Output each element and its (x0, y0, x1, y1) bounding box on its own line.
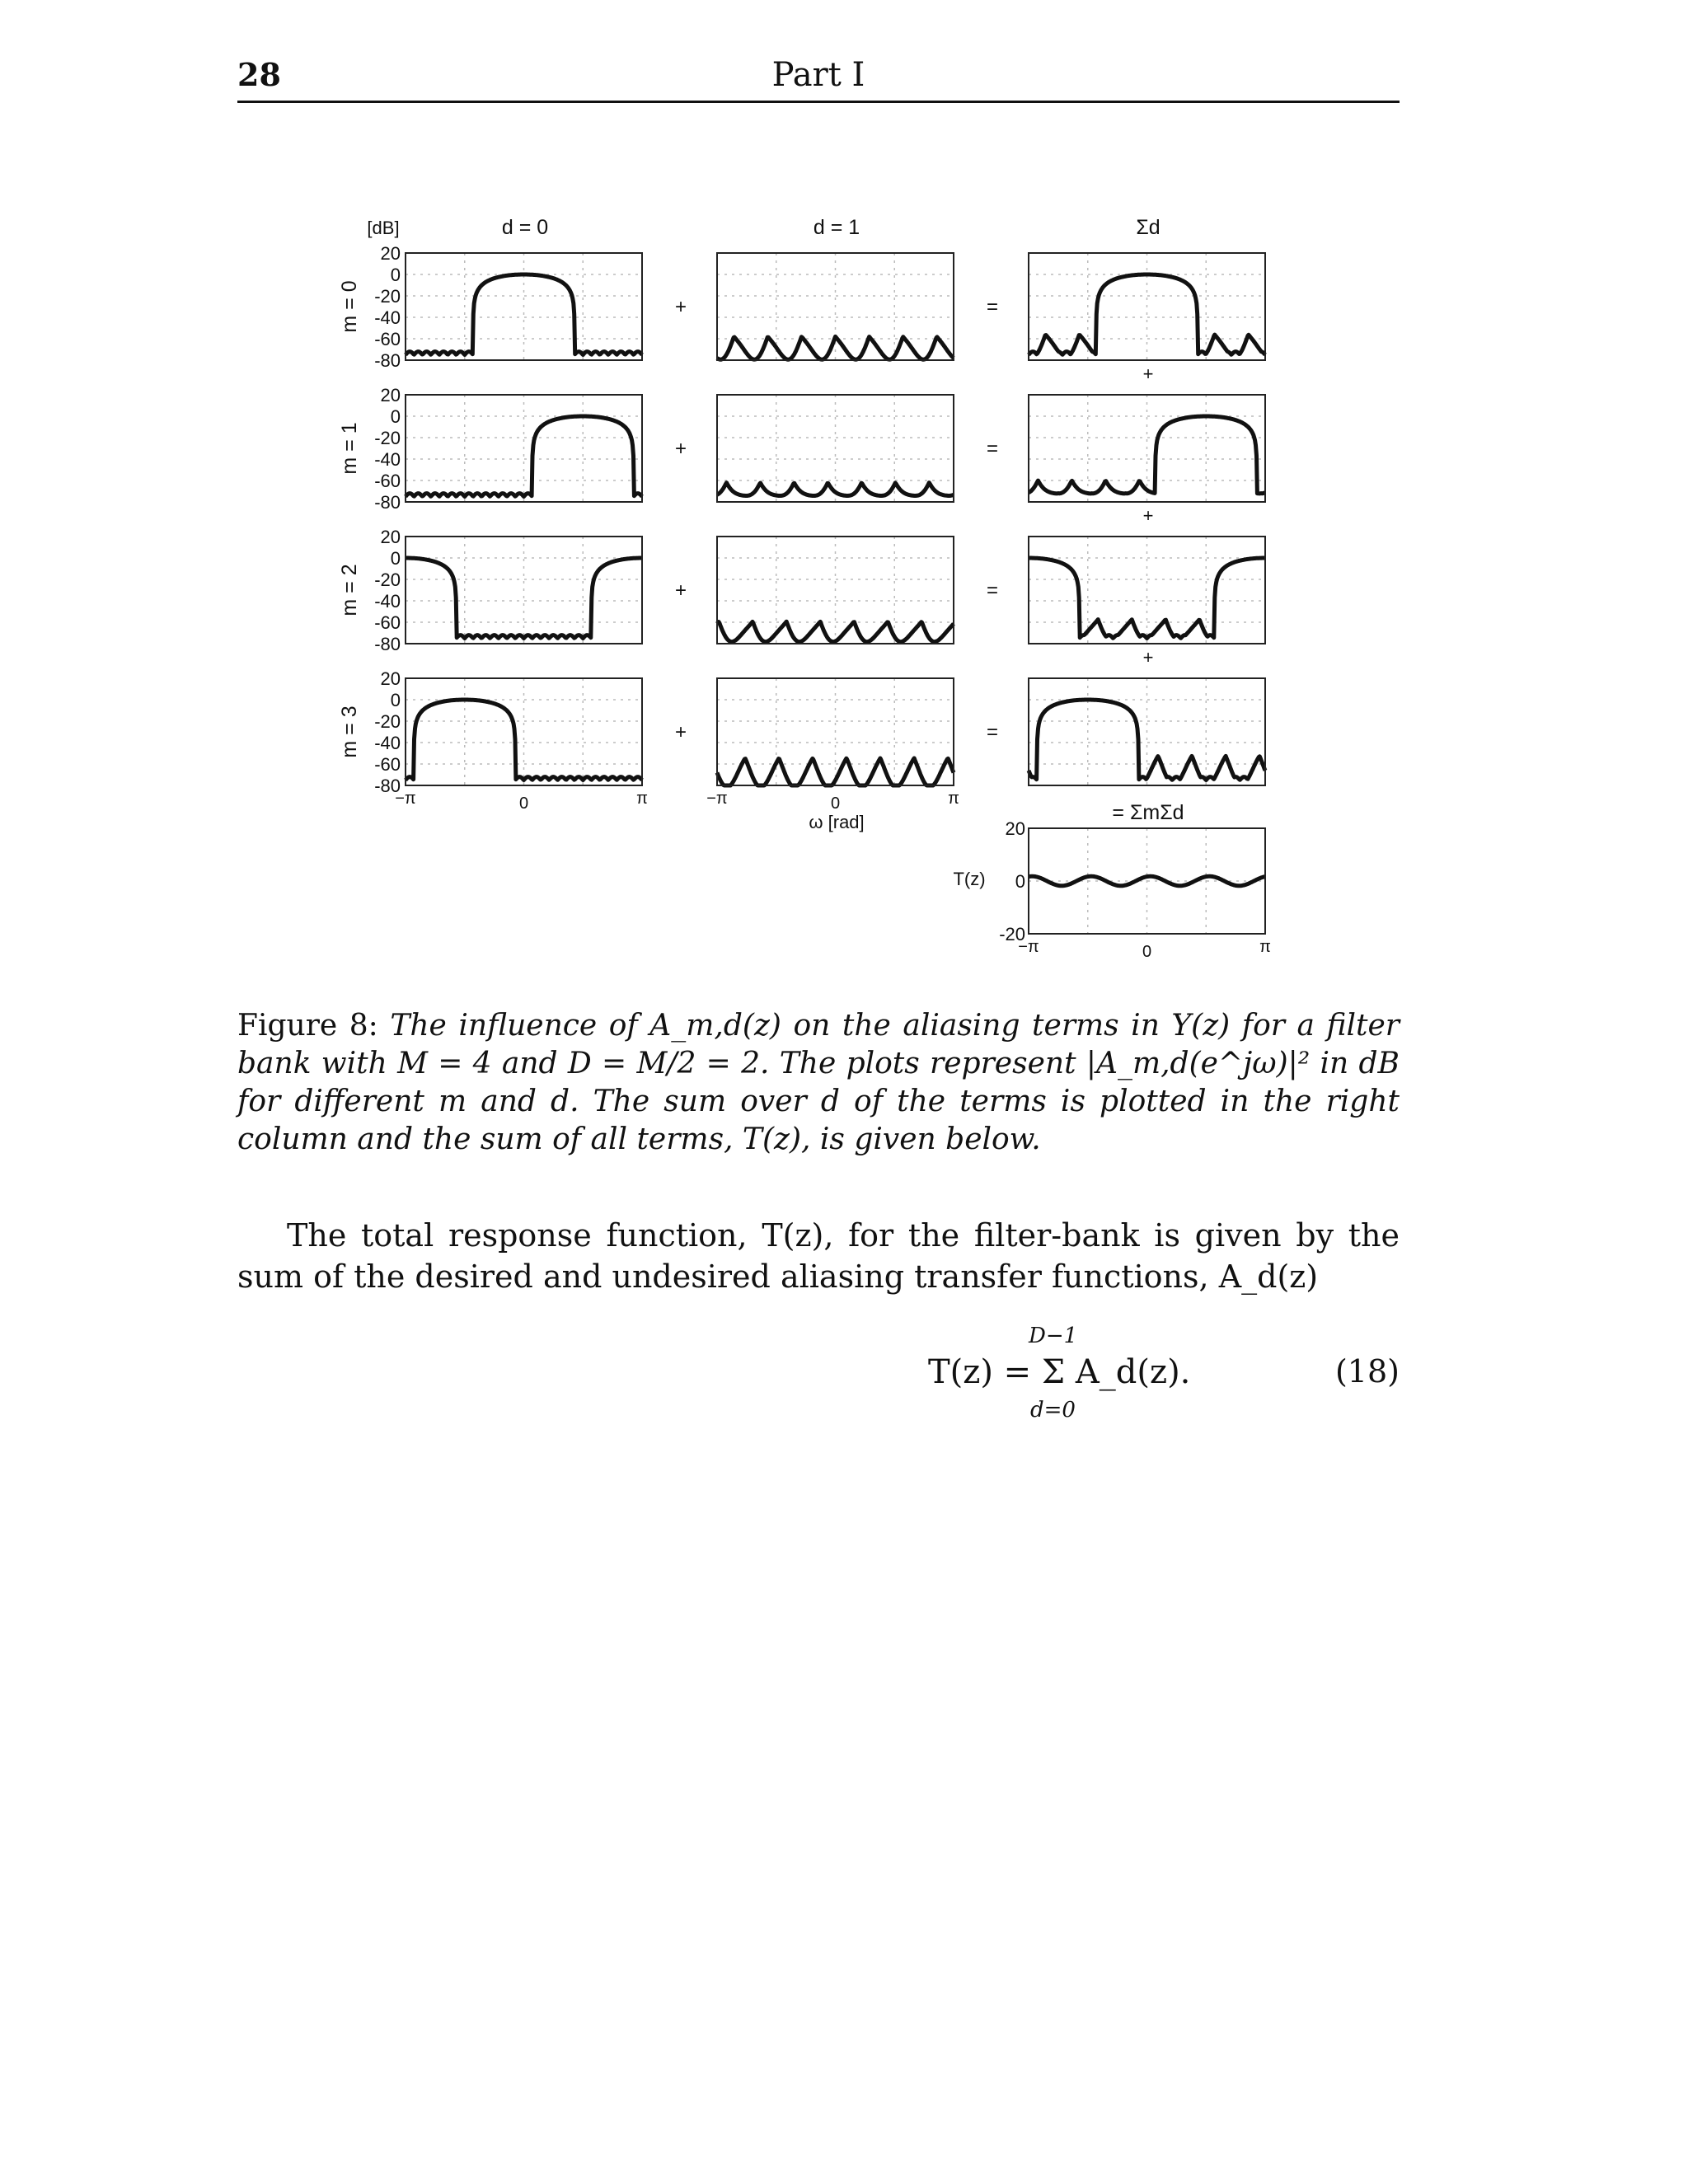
y-tick-label: -60 (374, 329, 401, 349)
y-tick-label: 20 (380, 385, 401, 405)
total-x-tick: −π (1018, 938, 1039, 956)
y-tick-label: 0 (390, 548, 401, 569)
y-tick-label: -60 (374, 471, 401, 491)
x-axis-label: ω [rad] (809, 812, 865, 832)
equation-lower-limit: d=0 (1030, 1398, 1076, 1422)
equation-18 (237, 1319, 1400, 1426)
column-title-d0: d = 0 (501, 216, 549, 239)
x-tick-label: −π (706, 790, 728, 808)
row-label-m3: m = 3 (338, 705, 361, 758)
caption-lead: Figure 8: (237, 1009, 378, 1043)
y-tick-label: -80 (374, 492, 401, 513)
column-title-d1: d = 1 (813, 216, 860, 239)
figure-plots (0, 0, 1688, 989)
equals-sign: = (986, 721, 999, 743)
x-tick-label: −π (395, 790, 416, 808)
plus-sign-below: + (1142, 647, 1154, 668)
caption-text: The influence of A_m,d(z) on the aliasing terms in Y(z) for a filter bank with M = 4 and D = M/2 = 2. The plots represent |A_m,d(e^jω)|² in dB for different m and d. The sum over d of the terms is plotted in the right column and the sum of all terms, T(z), is given below. (237, 1009, 1400, 1156)
body-paragraph: The total response function, T(z), for the filter-bank is given by the sum of the desired and undesired aliasing transfer functions, A_d(z) (237, 1217, 1400, 1295)
y-tick-label: -20 (374, 569, 401, 590)
row-label-m0: m = 0 (338, 280, 361, 333)
y-tick-label: -60 (374, 754, 401, 775)
plus-sign: + (674, 721, 687, 743)
page-number: 28 (237, 56, 281, 93)
row-label-m1: m = 1 (338, 422, 361, 475)
y-tick-label: -40 (374, 591, 401, 612)
y-tick-label: 20 (380, 668, 401, 689)
y-tick-label: -40 (374, 733, 401, 753)
y-tick-label: 20 (380, 527, 401, 547)
total-x-tick: π (1259, 938, 1271, 956)
plus-sign: + (674, 438, 687, 460)
equation-upper-limit: D−1 (1029, 1324, 1078, 1348)
x-tick-label: π (948, 790, 959, 808)
panel-m2-c1-curve (717, 621, 954, 642)
row-label-m2: m = 2 (338, 564, 361, 616)
equals-sign: = (986, 296, 999, 318)
x-tick-label: 0 (830, 794, 841, 813)
x-tick-label: π (636, 790, 648, 808)
figure-caption (237, 1007, 1400, 1159)
y-tick-label: 0 (390, 265, 401, 285)
running-head: Part I (771, 56, 865, 94)
plus-sign-below: + (1142, 363, 1154, 384)
column-title-sum: Σd (1136, 216, 1160, 239)
y-tick-label: -40 (374, 449, 401, 470)
y-tick-label: -20 (374, 711, 401, 732)
equation-main: T(z) = Σ A_d(z). (928, 1353, 1191, 1391)
plus-sign: + (674, 579, 687, 602)
total-y-tick: -20 (999, 924, 1025, 944)
y-tick-label: -80 (374, 776, 401, 796)
total-title: = ΣmΣd (1112, 801, 1184, 824)
plus-sign: + (674, 296, 687, 318)
equals-sign: = (986, 438, 999, 460)
y-tick-label: -60 (374, 612, 401, 633)
y-tick-label: -20 (374, 286, 401, 307)
ylabel-unit: [dB] (367, 218, 400, 238)
y-tick-label: -80 (374, 350, 401, 371)
plus-sign-below: + (1142, 505, 1154, 526)
y-tick-label: -20 (374, 428, 401, 448)
y-tick-label: 20 (380, 243, 401, 264)
total-label: T(z) (953, 869, 986, 889)
panel-m0-c1-curve (717, 336, 954, 359)
equation-number: (18) (1334, 1353, 1400, 1390)
y-tick-label: 0 (390, 406, 401, 427)
y-tick-label: -40 (374, 307, 401, 328)
y-tick-label: -80 (374, 634, 401, 654)
equals-sign: = (986, 579, 999, 602)
figure (0, 0, 1688, 989)
total-y-tick: 0 (1015, 871, 1025, 892)
y-tick-label: 0 (390, 690, 401, 710)
total-y-tick: 20 (1005, 818, 1025, 839)
total-x-tick: 0 (1142, 943, 1152, 961)
x-tick-label: 0 (518, 794, 529, 813)
